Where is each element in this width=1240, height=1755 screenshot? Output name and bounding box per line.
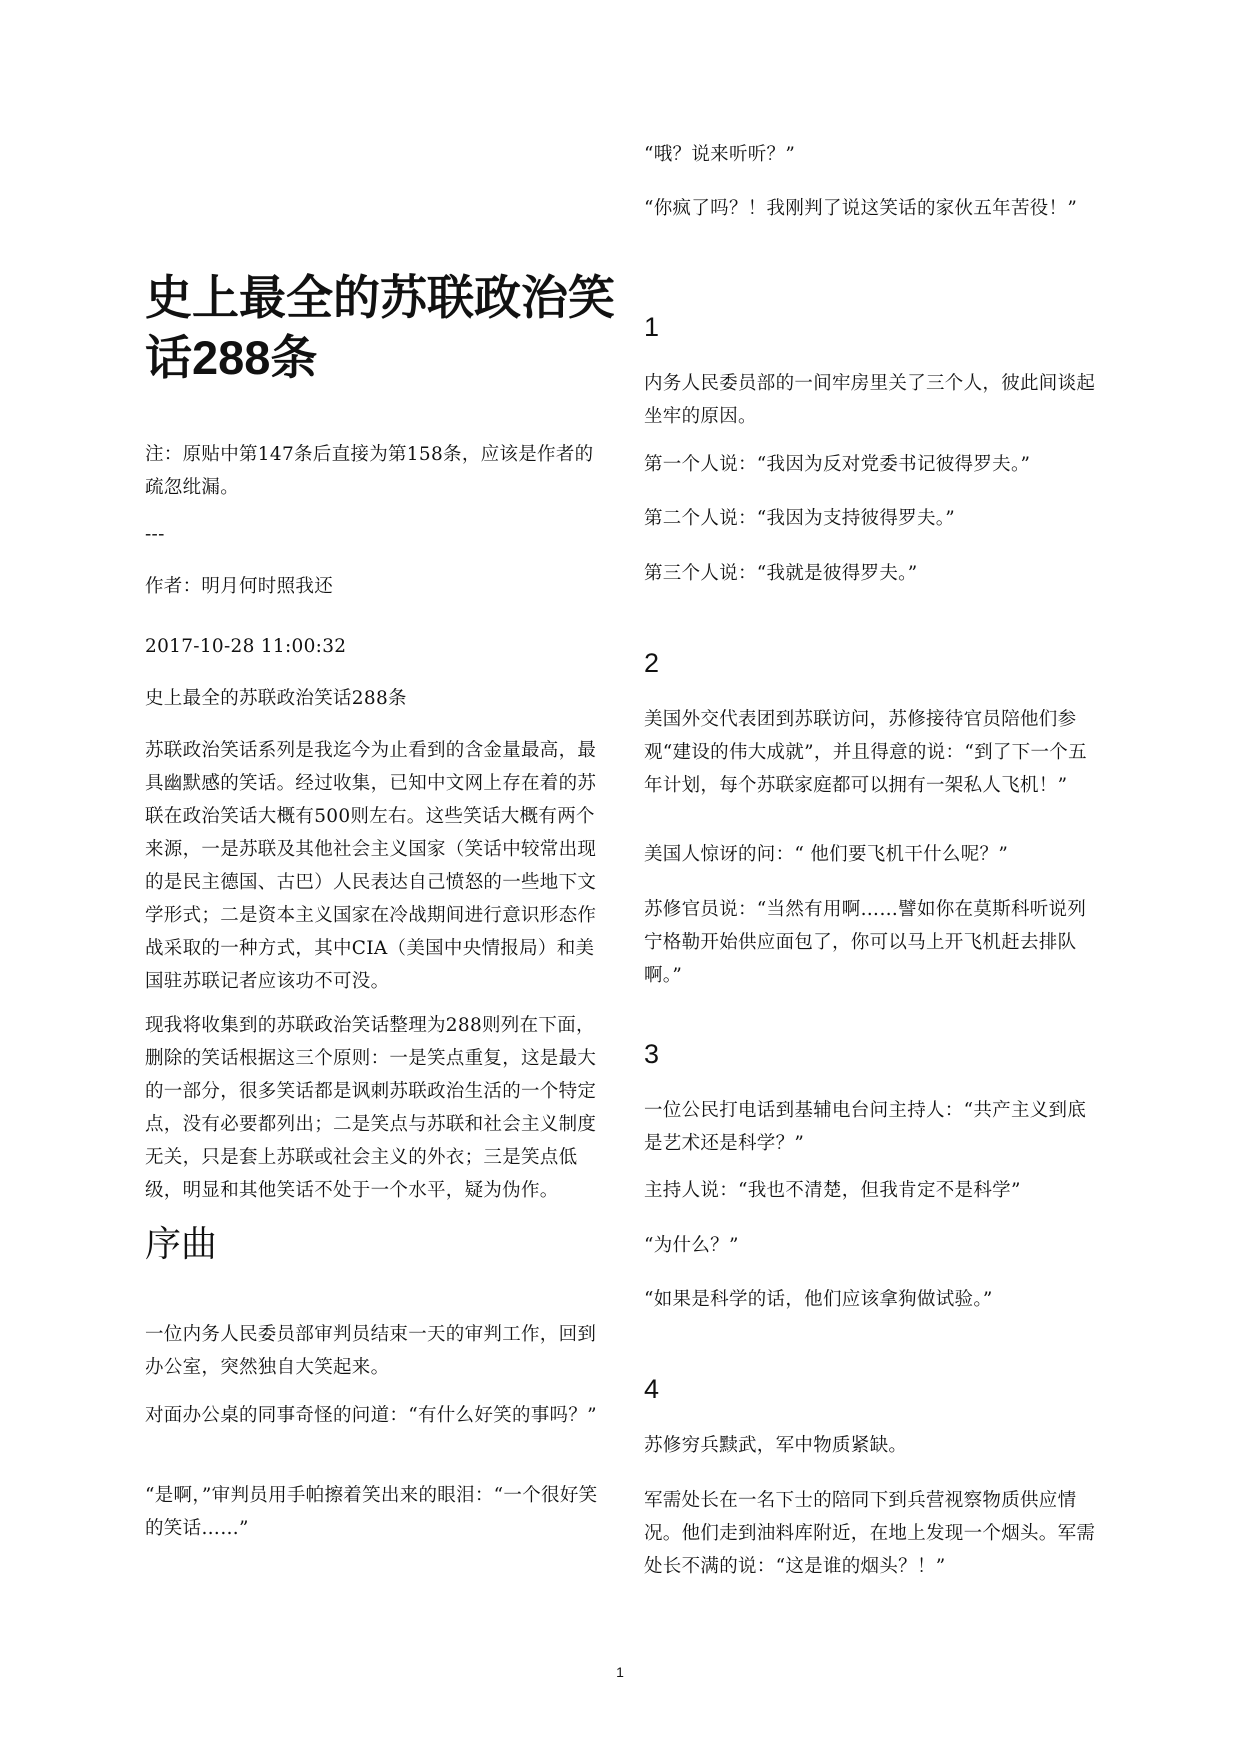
note-paragraph: 注：原贴中第147条后直接为第158条，应该是作者的疏忽纰漏。 xyxy=(145,444,594,498)
joke-number-3: 3 xyxy=(644,1039,660,1069)
section-heading-prelude: 序曲 xyxy=(145,1223,218,1264)
joke-1-paragraph-3: 第二个人说：“我因为支持彼得罗夫。” xyxy=(644,508,956,529)
page-number: 1 xyxy=(616,1664,624,1680)
prelude-paragraph-2: 对面办公桌的同事奇怪的问道：“有什么好笑的事吗？” xyxy=(145,1405,597,1426)
joke-1-paragraph-2: 第一个人说：“我因为反对党委书记彼得罗夫。” xyxy=(644,454,1031,475)
intro-paragraph-1: 苏联政治笑话系列是我迄今为止看到的含金量最高，最具幽默感的笑话。经过收集，已知中文网上存在着的苏联在政治笑话大概有500则左右。这些笑话大概有两个来源，一是苏联及其他社会主义国家（笑话中较常出现的是民主德国、古巴）人民表达自己愤怒的一些地下文学形式；二是资本主义国家在冷战期间进行意识形态作战采取的一种方式，其中CIA（美国中央情报局）和美国驻苏联记者应该功不可没。 xyxy=(145,740,597,992)
prelude-paragraph-4: “哦？说来听听？” xyxy=(644,144,796,165)
joke-1-paragraph-1: 内务人民委员部的一间牢房里关了三个人，彼此间谈起坐牢的原因。 xyxy=(644,373,1096,427)
document-title: 史上最全的苏联政治笑话288条 xyxy=(145,271,615,384)
joke-number-1: 1 xyxy=(644,312,660,342)
joke-2-paragraph-2: 美国人惊讶的问：“ 他们要飞机干什么呢？” xyxy=(644,844,1009,865)
repeat-title: 史上最全的苏联政治笑话288条 xyxy=(145,688,407,709)
prelude-paragraph-3: “是啊，”审判员用手帕擦着笑出来的眼泪：“一个很好笑的笑话……” xyxy=(145,1485,598,1539)
post-datetime: 2017-10-28 11:00:32 xyxy=(145,636,347,657)
joke-4-paragraph-1: 苏修穷兵黩武，军中物质紧缺。 xyxy=(644,1435,908,1456)
joke-3-paragraph-3: “为什么？” xyxy=(644,1235,739,1256)
joke-1-paragraph-4: 第三个人说：“我就是彼得罗夫。” xyxy=(644,563,918,584)
joke-3-paragraph-4: “如果是科学的话，他们应该拿狗做试验。” xyxy=(644,1289,993,1310)
joke-4-paragraph-2: 军需处长在一名下士的陪同下到兵营视察物质供应情况。他们走到油料库附近，在地上发现一个烟头。军需处长不满的说：“这是谁的烟头？！” xyxy=(644,1490,1096,1577)
joke-3-paragraph-1: 一位公民打电话到基辅电台问主持人：“共产主义到底是艺术还是科学？” xyxy=(644,1100,1087,1154)
joke-number-2: 2 xyxy=(644,648,660,678)
joke-2-paragraph-1: 美国外交代表团到苏联访问，苏修接待官员陪他们参观“建设的伟大成就”，并且得意的说：“到了下一个五年计划，每个苏联家庭都可以拥有一架私人飞机！” xyxy=(644,709,1087,796)
prelude-paragraph-5: “你疯了吗？！我刚判了说这笑话的家伙五年苦役！” xyxy=(644,198,1078,219)
joke-2-paragraph-3: 苏修官员说：“当然有用啊……譬如你在莫斯科听说列宁格勒开始供应面包了，你可以马上开飞机赶去排队啊。” xyxy=(644,899,1087,986)
author-line: 作者：明月何时照我还 xyxy=(145,576,334,597)
joke-3-paragraph-2: 主持人说：“我也不清楚，但我肯定不是科学” xyxy=(644,1180,1021,1201)
intro-paragraph-2: 现我将收集到的苏联政治笑话整理为288则列在下面，删除的笑话根据这三个原则：一是笑点重复，这是最大的一部分，很多笑话都是讽刺苏联政治生活的一个特定点，没有必要都列出；二是笑点与苏联和社会主义制度无关，只是套上苏联或社会主义的外衣；三是笑点低级，明显和其他笑话不处于一个水平，疑为伪作。 xyxy=(145,1015,597,1201)
divider: --- xyxy=(145,524,165,545)
prelude-paragraph-1: 一位内务人民委员部审判员结束一天的审判工作，回到办公室，突然独自大笑起来。 xyxy=(145,1324,597,1378)
joke-number-4: 4 xyxy=(644,1374,660,1404)
